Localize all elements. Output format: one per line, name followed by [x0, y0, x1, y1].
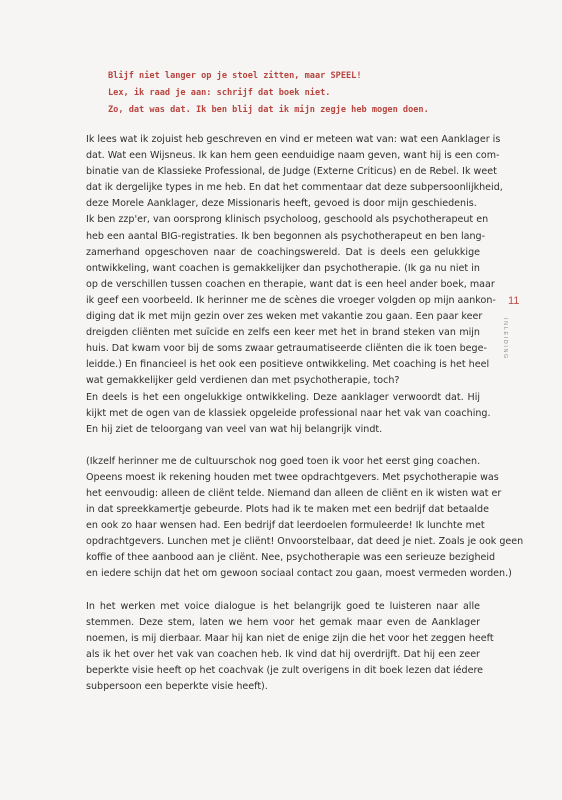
text-line: ontwikkeling, want coachen is gemakkelijker dan psychotherapie. (Ik ga nu niet in [86, 262, 480, 274]
text-line: diging dat ik met mijn gezin over zes weken met vakantie zou gaan. Een paar keer [86, 311, 483, 323]
paragraph-gap [86, 583, 480, 599]
text-line: kijkt met de ogen van de klassiek opgeleide professional naar het vak van coaching. [86, 407, 491, 419]
text-line: (Ikzelf herinner me de cultuurschok nog goed toen ik voor het eerst ging coachen. [86, 455, 481, 467]
page-number: 11 [508, 295, 520, 307]
text-line: opdrachtgevers. Lunchen met je cliënt! Onvoorstelbaar, dat deed je niet. Zoals je ook geen [86, 536, 524, 548]
text-line: subpersoon een beperkte visie heeft). [86, 681, 268, 692]
text-line: Ik ben zzp'er, van oorsprong klinisch psycholoog, geschoold als psychotherapeut en [86, 214, 489, 226]
text-line: wat gemakkelijker geld verdienen dan met psychotherapie, toch? [86, 375, 400, 387]
text-line: in dat spreekkamertje gebeurde. Plots had ik te maken met een bedrijf dat betaalde [86, 504, 489, 516]
paragraph-gap [86, 438, 480, 454]
text-line: deze Morele Aanklager, deze Missionaris heeft, gevoed is door mijn geschiedenis. [86, 198, 477, 210]
text-line: Ik lees wat ik zojuist heb geschreven en vind er meteen wat van: wat een Aanklager is [86, 134, 501, 145]
text-line: En hij ziet de teloorgang van veel van wat hij belangrijk vindt. [86, 423, 383, 435]
text-line: Opeens moest ik rekening houden met twee opdrachtgevers. Met psychotherapie was [86, 471, 499, 483]
text-line: dreigden cliënten met suïcide en zelfs een keer met het in brand steken van mijn [86, 327, 480, 339]
text-line: binatie van de Klassieke Professional, de Judge (Externe Criticus) en de Rebel. Ik weet [86, 166, 497, 178]
text-line: beperkte visie heeft op het coachvak (je zult overigens in dit boek lezen dat iédere [86, 664, 484, 676]
text-line: dat. Wat een Wijsneus. Ik kan hem geen eenduidige naam geven, want hij is een com- [86, 150, 500, 162]
text-line: als ik het over het vak van coachen heb. Ik vind dat hij overdrijft. Dat hij een zeer [86, 648, 480, 660]
text-line: huis. Dat kwam voor bij de soms zwaar getraumatiseerde cliënten die ik toen bege- [86, 343, 487, 355]
text-line: stemmen. Deze stem, laten we hem voor het gemak maar even de Aanklager [86, 616, 480, 628]
text-line: En deels is het een ongelukkige ontwikkeling. Deze aanklager verwoordt dat. Hij [86, 391, 480, 403]
paragraph [86, 454, 524, 583]
text-line: op de verschillen tussen coachen en therapie, want dat is een heel ander boek, maar [86, 278, 495, 290]
text-line: koffie of thee aanbood aan je cliënt. Nee, psychotherapie was een serieuze bezigheid [86, 552, 496, 564]
epigraph-line: Lex, ik raad je aan: schrijf dat boek niet. [108, 88, 331, 98]
text-line: ik geef een voorbeeld. Ik herinner me de scènes die vroeger volgden op mijn aankon- [86, 294, 496, 306]
text-line: en ook zo haar wensen had. Een bedrijf dat leerdoelen formuleerde! Ik lunchte met [86, 520, 485, 532]
text-line: zamerhand opgeschoven naar de coachingswereld. Dat is deels een gelukkige [86, 246, 480, 258]
text-line: het eenvoudig: alleen de cliënt telde. Niemand dan alleen de cliënt en ik wisten wat er [86, 487, 502, 499]
text-line: leidde.) En financieel is het ook een positieve ontwikkeling. Met coaching is het heel [86, 359, 490, 371]
text-line: In het werken met voice dialogue is het belangrijk goed te luisteren naar alle [86, 600, 480, 612]
epigraph-line: Zo, dat was dat. Ik ben blij dat ik mijn zegje heb mogen doen. [108, 105, 429, 115]
epigraph [108, 68, 438, 119]
paragraph [86, 599, 494, 696]
epigraph-line: Blijf niet langer op je stoel zitten, maar SPEEL! [108, 71, 362, 81]
running-head: INLEIDING [502, 318, 508, 360]
text-line: dat ik dergelijke types in me heb. En dat het commentaar dat deze subpersoonlijkheid, [86, 182, 503, 194]
text-line: noemen, is mij dierbaar. Maar hij kan niet de enige zijn die het voor het zeggen heeft [86, 632, 494, 644]
paragraph [86, 132, 503, 438]
text-line: en iedere schijn dat het om gewoon sociaal contact zou gaan, moest vermeden worden.) [86, 568, 512, 580]
text-line: heb een aantal BIG-registraties. Ik ben begonnen als psychotherapeut en ben lang- [86, 230, 486, 242]
